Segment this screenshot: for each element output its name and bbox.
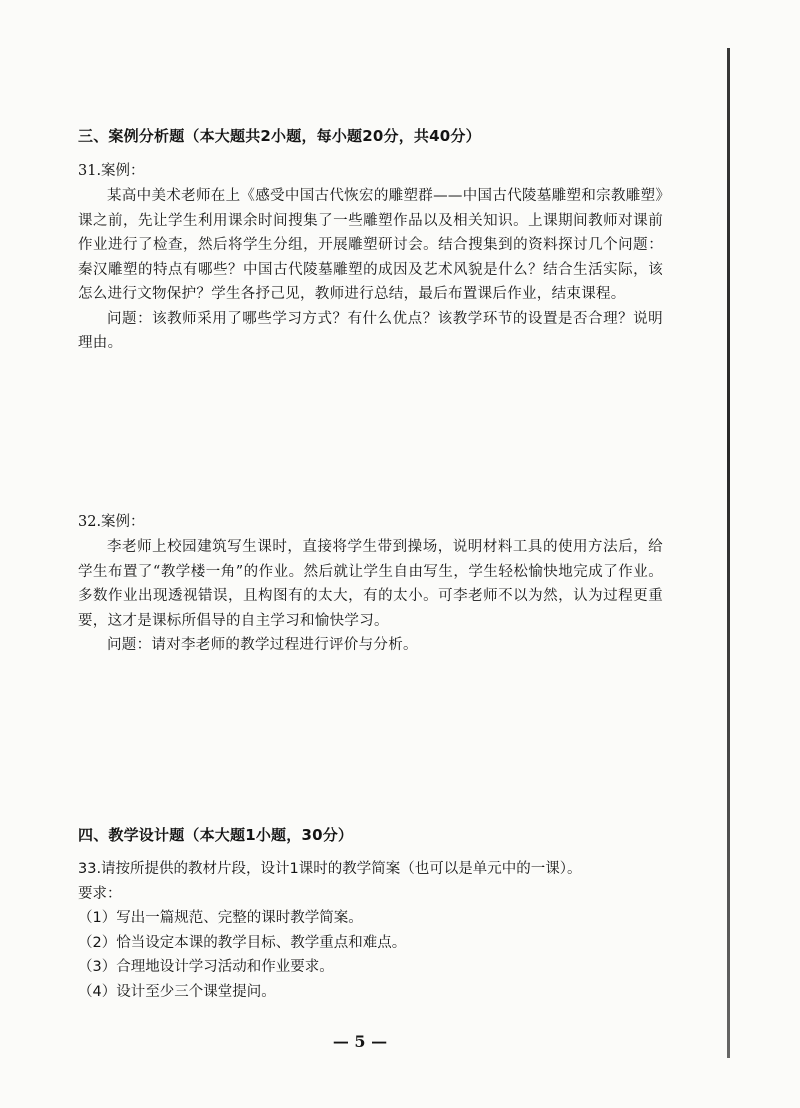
section-4-heading: 四、教学设计题（本大题1小题，30分） bbox=[78, 826, 354, 844]
requirement-item: （3）合理地设计学习活动和作业要求。 bbox=[78, 959, 334, 975]
question-31-prompt: 问题：该教师采用了哪些学习方式？有什么优点？该教学环节的设置是否合理？说明理由。 bbox=[78, 310, 663, 351]
page-number: — 5 — bbox=[332, 1032, 388, 1051]
section-3-heading: 三、案例分析题（本大题共2小题，每小题20分，共40分） bbox=[78, 127, 481, 145]
question-33-requirements-label: 要求： bbox=[78, 885, 122, 902]
question-31-case-text: 某高中美术老师在上《感受中国古代恢宏的雕塑群——中国古代陵墓雕塑和宗教雕塑》课之前，先让学生利用课余时间搜集了一些雕塑作品以及相关知识。上课期间教师对课前作业进行了检查，然后将学生分组，开展雕塑研讨会。结合搜集到的资料探讨几个问题：秦汉雕塑的特点有哪些？中国古代陵墓雕塑的成因及艺术风貌是什么？结合生活实际，该怎么进行文物保护？学生各抒己见，教师进行总结，最后布置课后作业，结束课程。 bbox=[78, 188, 663, 302]
requirement-item: （1）写出一篇规范、完整的课时教学简案。 bbox=[78, 910, 363, 926]
question-32-case-text: 李老师上校园建筑写生课时，直接将学生带到操场，说明材料工具的使用方法后，给学生布置了“教学楼一角”的作业。然后就让学生自由写生，学生轻松愉快地完成了作业。多数作业出现透视错误，且构图有的太大，有的太小。可李老师不以为然，认为过程更重要，这才是课标所倡导的自主学习和愉快学习。 bbox=[78, 539, 663, 629]
question-31 bbox=[78, 160, 663, 356]
question-32-label: 32.案例： bbox=[78, 514, 145, 530]
scan-edge-line bbox=[727, 48, 730, 1058]
requirement-item: （2）恰当设定本课的教学目标、教学重点和难点。 bbox=[78, 934, 407, 951]
question-32-prompt: 问题：请对李老师的教学过程进行评价与分析。 bbox=[107, 637, 418, 653]
question-33-intro: 33.请按所提供的教材片段，设计1课时的教学简案（也可以是单元中的一课）。 bbox=[78, 861, 582, 877]
question-32 bbox=[78, 511, 663, 658]
requirement-item: （4）设计至少三个课堂提问。 bbox=[78, 983, 276, 1000]
question-31-label: 31.案例： bbox=[78, 163, 145, 179]
question-33 bbox=[78, 857, 663, 1004]
